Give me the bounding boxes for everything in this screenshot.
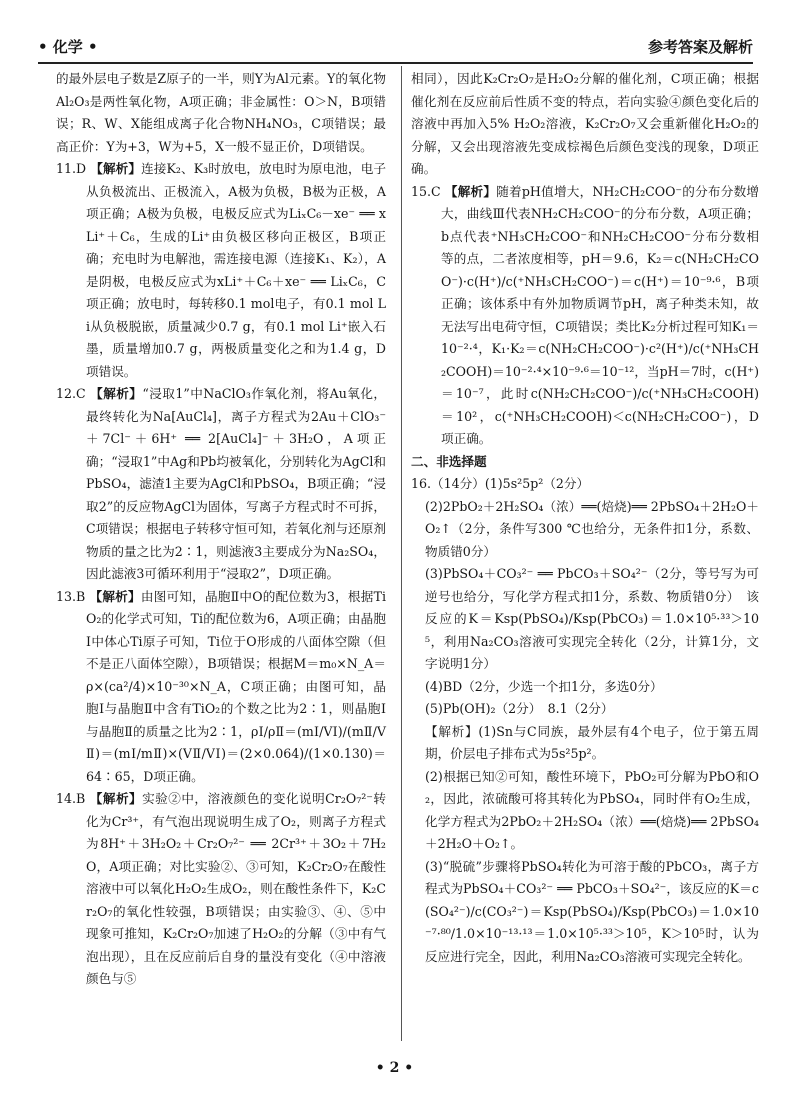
paragraph: (2)2PbO₂＋2H₂SO₄（浓）══(焙烧)══ 2PbSO₄＋2H₂O＋O₂↑（2分，条件写300 ℃也给分，无条件扣1分，系数、物质错0分） xyxy=(425,498,759,559)
page-number: • 2 • xyxy=(375,1060,414,1076)
header-rule xyxy=(38,62,753,64)
question-item xyxy=(56,788,386,991)
question-text: 连接K₂、K₃时放电，放电时为原电池，电子从负极流出、正极流入，A极为负极，B极为正极，A项正确；A极为负极，电极反应式为LiₓC₆－xe⁻ ══ xLi⁺＋C₆，生成的Li⁺由负极区移向正极区，B项正确；充电时为电解池，需连接电源（连接K₁、K₂），A是阴极，电极反应式为xLi⁺＋C₆＋xe⁻ ══ LiₓC₆，C项正确；放电时，每转移0.1 mol电子，有0.1 mol Li从负极脱嵌，质量减少0.7 g，有0.1 mol Li⁺嵌入石墨，质量增加0.7 g，两极质量变化之和为1.4 g，D项错误。 xyxy=(86,161,387,379)
question-number: 14. xyxy=(56,791,77,806)
analysis-label: 【解析】 xyxy=(89,588,141,604)
question-text: （14分）(1)5s²5p²（2分） xyxy=(431,476,590,491)
right-column xyxy=(411,68,759,968)
analysis-label: 【解析】 xyxy=(89,791,143,806)
question-text: 随着pH值增大，NH₂CH₂COO⁻的分布分数增大，曲线Ⅲ代表NH₂CH₂COO⁻的分布分数，A项正确；b点代表⁺NH₃CH₂COO⁻和NH₂CH₂COO⁻分布分数相等的点，二者浓度相等，pH＝9.6，K₂＝c(NH₂CH₂COO⁻)·c(H⁺)/c(⁺NH₃CH₂COO⁻)＝c(H⁺)＝10⁻⁹·⁶，B项正确；该体系中有外加物质调节pH，离子种类未知，故无法写出电荷守恒，C项错误；类比K₂分析过程可知K₁＝10⁻²·⁴，K₁·K₂＝c(NH₂CH₂COO⁻)·c²(H⁺)/c(⁺NH₃CH₂COOH)＝10⁻²·⁴×10⁻⁹·⁶＝10⁻¹²，当pH＝7时，c(H⁺)＝10⁻⁷，此时c(NH₂CH₂COO⁻)/c(⁺NH₃CH₂COOH)＝10²，c(⁺NH₃CH₂COOH)＜c(NH₂CH₂COO⁻)，D项正确。 xyxy=(441,183,759,446)
question-item xyxy=(411,473,759,496)
question-number: 11. xyxy=(56,161,77,176)
question-number: 13. xyxy=(56,588,77,604)
analysis-label: 【解析】 xyxy=(90,386,143,401)
paragraph: (4)BD（2分，少选一个扣1分，多选0分） xyxy=(425,678,663,694)
question-answer: C xyxy=(76,386,86,401)
question-number: 15. xyxy=(411,183,432,199)
question-item xyxy=(411,181,759,451)
question-number: 12. xyxy=(56,386,77,401)
paragraph: (3)PbSO₄＋CO₃²⁻ ══ PbCO₃＋SO₄²⁻（2分，等号写为可逆号也给分，写化学方程式扣1分，系数、物质错0分） 该反应的K＝Ksp(PbSO₄)/Ksp(PbCO₃)＝1.0×10⁵·³³＞10⁵，利用Na₂CO₃溶液可实现完全转化（2分，计算1分，文字说明1分） xyxy=(425,566,759,671)
section-heading: 二、非选择题 xyxy=(411,453,487,469)
question-answer: B xyxy=(76,588,86,604)
paragraph: 的最外层电子数是Z原子的一半，则Y为Al元素。Y的氧化物Al₂O₃是两性氧化物，A项正确；非金属性：O＞N，B项错误；R、W、X能组成离子化合物NH₄NO₃，C项错误；最高正价：Y为+3，W为+5，X一般不显正价，D项错误。 xyxy=(56,71,386,154)
page-header-title: 参考答案及解析 xyxy=(647,38,753,56)
question-answer: C xyxy=(431,183,441,199)
analysis-label: 【解析】 xyxy=(444,183,497,199)
analysis-label: 【解析】 xyxy=(90,161,142,176)
question-text: 实验②中，溶液颜色的变化说明Cr₂O₇²⁻转化为Cr³⁺，有气泡出现说明生成了O₂，则离子方程式为8H⁺＋3H₂O₂＋Cr₂O₇²⁻ ══ 2Cr³⁺＋3O₂＋7H₂O，A项正确；对比实验②、③可知，K₂Cr₂O₇在酸性溶液中可以氧化H₂O₂生成O₂，则在酸性条件下，K₂Cr₂O₇的氧化性较强，B项错误；由实验③、④、⑤中现象可推知，K₂Cr₂O₇加速了H₂O₂的分解（③中有气泡出现），且在反应前后自身的量没有变化（④中溶液颜色与⑤ xyxy=(86,791,387,986)
question-item xyxy=(56,158,386,383)
question-number: 16. xyxy=(411,476,432,491)
paragraph: 相同），因此K₂Cr₂O₇是H₂O₂分解的催化剂，C项正确；根据催化剂在反应前后性质不变的特点，若向实验④颜色变化后的溶液中再加入5% H₂O₂溶液，K₂Cr₂O₇又会重新催化H₂O₂的分解，又会出现溶液先变成棕褐色后颜色变浅的现象，D项正确。 xyxy=(411,71,759,176)
subject-label: • 化学 • xyxy=(38,38,98,56)
paragraph: (2)根据已知②可知，酸性环境下，PbO₂可分解为PbO和O₂，因此，浓硫酸可将其转化为PbSO₄，同时伴有O₂生成，化学方程式为2PbO₂＋2H₂SO₄（浓）══(焙烧)══ 2PbSO₄＋2H₂O＋O₂↑。 xyxy=(425,768,759,851)
paragraph: (5)Pb(OH)₂（2分） 8.1（2分） xyxy=(425,701,614,716)
column-divider xyxy=(401,66,402,1041)
paragraph: 【解析】(1)Sn与C同族，最外层有4个电子，位于第五周期，价层电子排布式为5s²5p²。 xyxy=(425,723,759,761)
question-text: “浸取1”中NaClO₃作氧化剂，将Au氧化，最终转化为Na[AuCl₄]，离子方程式为2Au＋ClO₃⁻＋7Cl⁻＋6H⁺ ══ 2[AuCl₄]⁻＋3H₂O，A项正确；“浸取1”中Ag和Pb均被氧化，分别转化为AgCl和PbSO₄，滤渣1主要为AgCl和PbSO₄，B项正确；“浸取2”的反应物AgCl为固体，写离子方程式时不可拆，C项错误；根据电子转移守恒可知，若氧化剂与还原剂物质的量之比为2∶1，则滤液3主要成分为Na₂SO₄，因此滤液3可循环利用于“浸取2”，D项正确。 xyxy=(86,386,386,581)
question-answer: B xyxy=(76,791,86,806)
left-column xyxy=(56,68,386,991)
question-answer: D xyxy=(76,161,87,176)
question-text: 由图可知，晶胞Ⅱ中O的配位数为3，根据TiO₂的化学式可知，Ti的配位数为6，A项正确；由晶胞Ⅰ中体心Ti原子可知，Ti位于O形成的八面体空隙（但不是正八面体空隙），B项错误；根据M＝m₀×N_A＝ρ×(ca²/4)×10⁻³⁰×N_A，C项正确；由图可知，晶胞Ⅰ与晶胞Ⅱ中含有TiO₂的个数之比为2∶1，则晶胞Ⅰ与晶胞Ⅱ的质量之比为2∶1，ρⅠ/ρⅡ＝(mⅠ/VⅠ)/(mⅡ/VⅡ)＝(mⅠ/mⅡ)×(VⅡ/VⅠ)＝(2×0.064)/(1×0.130)＝64∶65，D项正确。 xyxy=(86,588,386,784)
paragraph: (3)“脱硫”步骤将PbSO₄转化为可溶于酸的PbCO₃，离子方程式为PbSO₄＋CO₃²⁻ ══ PbCO₃＋SO₄²⁻，该反应的K＝c(SO₄²⁻)/c(CO₃²⁻)＝Ksp(PbSO₄)/Ksp(PbCO₃)＝1.0×10⁻⁷·⁸⁰/1.0×10⁻¹³·¹³＝1.0×10⁵·³³＞10⁵，K＞10⁵时，认为反应进行完全，因此，利用Na₂CO₃溶液可实现完全转化。 xyxy=(425,858,759,964)
question-item xyxy=(56,586,386,789)
question-item xyxy=(56,383,386,586)
